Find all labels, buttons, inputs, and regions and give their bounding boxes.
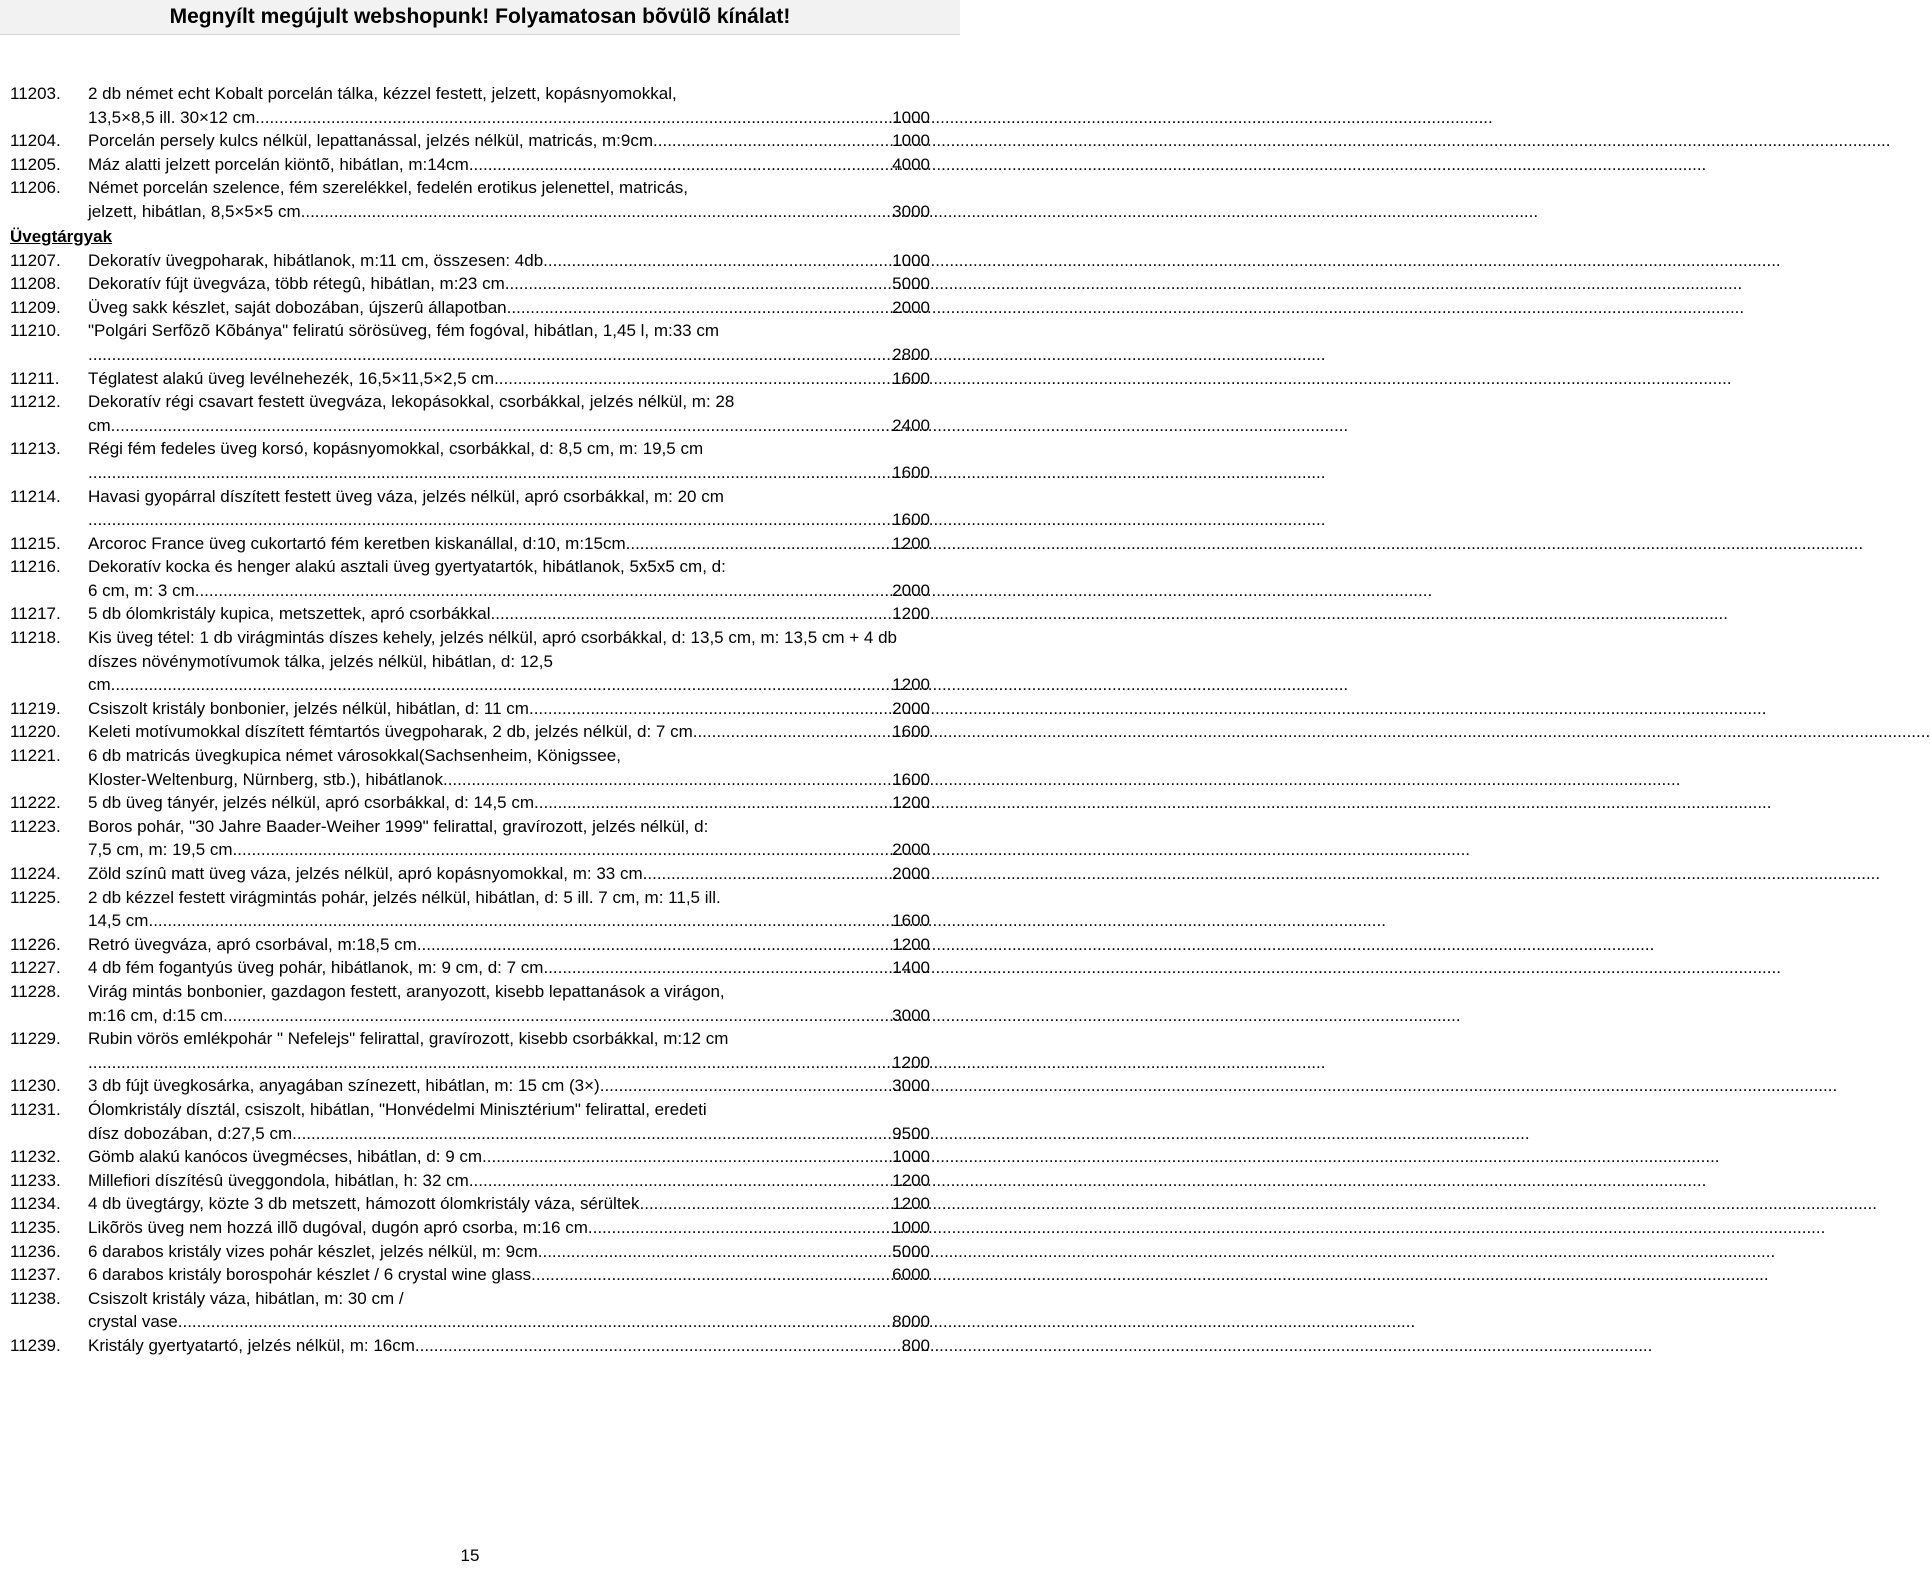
item-number: 11238.: [10, 1288, 61, 1308]
item-number: 11203.: [10, 84, 61, 103]
item-number: 11237.: [10, 1265, 61, 1285]
item-price: 4000: [892, 154, 930, 174]
item-body: [88, 602, 930, 626]
item-body: [88, 1192, 930, 1216]
catalog-entry: [10, 1216, 930, 1240]
dot-leader: [588, 1216, 892, 1240]
dot-leader: [643, 862, 893, 886]
item-number: 11206.: [10, 178, 61, 198]
dot-leader: [529, 697, 892, 721]
item-number: 11214.: [10, 486, 61, 506]
item-price-line: [88, 508, 930, 532]
catalog-entry: [10, 886, 930, 933]
item-description: Rubin vörös emlékpohár " Nefelejs" felirattal, gravírozott, kisebb csorbákkal, m:12 cm: [88, 1029, 729, 1049]
item-description-end: Dekoratív fújt üvegváza, több rétegû, hibátlan, m:23 cm: [88, 274, 505, 294]
item-number: 11229.: [10, 1029, 61, 1049]
item-number: 11225.: [10, 887, 61, 907]
item-price: 5000: [892, 274, 930, 294]
dot-leader: [111, 414, 893, 438]
item-description-end: 4 db üvegtárgy, közte 3 db metszett, hámozott ólomkristály váza, sérültek: [88, 1194, 640, 1214]
item-body: [88, 1169, 930, 1193]
item-number: 11236.: [10, 1241, 61, 1261]
item-description-end: cm: [88, 675, 111, 695]
page-banner: Megnyílt megújult webshopunk! Folyamatosan bõvülõ kínálat!: [0, 0, 960, 35]
catalog-entry: [10, 720, 930, 744]
item-price-line: [88, 791, 930, 815]
item-price: 1200: [892, 1170, 930, 1190]
item-description-end: Gömb alakú kanócos üvegmécses, hibátlan, d: 9 cm: [88, 1147, 483, 1167]
item-description: 2 db kézzel festett virágmintás pohár, jelzés nélkül, hibátlan, d: 5 ill. 7 cm, m: 11,5 ill.: [88, 887, 721, 907]
item-body: [88, 1027, 930, 1074]
item-price-line: [88, 1169, 930, 1193]
catalog-entry: [10, 815, 930, 862]
catalog-entry: [10, 862, 930, 886]
item-price: 3000: [892, 201, 930, 221]
catalog-entry: [10, 82, 930, 129]
item-body: [88, 815, 930, 862]
item-description-end: crystal vase: [88, 1312, 178, 1332]
catalog-entry: [10, 1145, 930, 1169]
item-number: 11231.: [10, 1099, 61, 1119]
catalog-entry: [10, 485, 930, 532]
item-body: [88, 956, 930, 980]
item-description: Német porcelán szelence, fém szerelékkel, fedelén erotikus jelenettel, matricás,: [88, 178, 689, 198]
item-price: 1200: [892, 934, 930, 954]
item-number: 11220.: [10, 722, 61, 742]
dot-leader: [653, 129, 892, 153]
item-price: 1600: [892, 368, 930, 388]
section-heading: Üvegtárgyak: [10, 226, 113, 246]
dot-leader: [494, 367, 892, 391]
item-number: 11230.: [10, 1076, 61, 1096]
dot-leader: [88, 1051, 892, 1075]
item-description: Ólomkristály dísztál, csiszolt, hibátlan, "Honvédelmi Minisztérium" felirattal, eredeti: [88, 1099, 707, 1119]
item-number: 11210.: [10, 321, 61, 341]
item-description-end: Kristály gyertyatartó, jelzés nélkül, m: 16cm: [88, 1335, 415, 1355]
item-price-line: [88, 1192, 930, 1216]
item-description: Dekoratív kocka és henger alakú asztali üveg gyertyatartók, hibátlanok, 5x5x5 cm, d:: [88, 557, 726, 577]
item-price-line: [88, 414, 930, 438]
item-price: 1600: [892, 769, 930, 789]
catalog-entry: [10, 1334, 930, 1358]
item-body: [88, 1074, 930, 1098]
item-description-end: Téglatest alakú üveg levélnehezék, 16,5×11,5×2,5 cm: [88, 368, 495, 388]
item-body: [88, 153, 930, 177]
item-description: Kis üveg tétel: 1 db virágmintás díszes kehely, jelzés nélkül, apró csorbákkal, d: 13,5 cm, m: 13,5 cm + 4 db díszes növénymotívumok tálka, jelzés nélkül, hibátlan, d: 12,5: [88, 628, 897, 671]
item-body: [88, 82, 930, 129]
dot-leader: [505, 272, 892, 296]
item-price: 2000: [892, 297, 930, 317]
item-body: [88, 1334, 930, 1358]
item-price: 1600: [892, 722, 930, 742]
item-price: 1600: [892, 510, 930, 530]
catalog-entry: [10, 437, 930, 484]
dot-leader: [233, 838, 893, 862]
item-price: 1000: [892, 107, 930, 127]
item-description-end: 5 db üveg tányér, jelzés nélkül, apró csorbákkal, d: 14,5 cm: [88, 793, 535, 813]
item-description-end: Üveg sakk készlet, saját dobozában, újszerû állapotban: [88, 297, 507, 317]
item-body: [88, 744, 930, 791]
item-description-end: dísz dobozában, d:27,5 cm: [88, 1123, 293, 1143]
item-body: [88, 485, 930, 532]
item-number: 11226.: [10, 934, 61, 954]
dot-leader: [148, 909, 892, 933]
item-number: 11221.: [10, 746, 61, 766]
item-price: 1200: [892, 533, 930, 553]
catalog-entry: [10, 249, 930, 273]
item-price: 5000: [892, 1241, 930, 1261]
item-description-end: Likõrös üveg nem hozzá illõ dugóval, dugón apró csorba, m:16 cm: [88, 1217, 588, 1237]
item-body: [88, 555, 930, 602]
item-body: [88, 390, 930, 437]
dot-leader: [88, 461, 892, 485]
item-price: 1200: [892, 675, 930, 695]
item-description-end: 6 darabos kristály borospohár készlet / 6 crystal wine glass: [88, 1265, 532, 1285]
dot-leader: [88, 508, 892, 532]
page-number: 15: [460, 1546, 480, 1565]
catalog-entry: [10, 1263, 930, 1287]
item-body: [88, 720, 930, 744]
catalog-entry: [10, 626, 930, 697]
catalog-entry: [10, 744, 930, 791]
item-description-end: cm: [88, 415, 111, 435]
catalog-entry: [10, 319, 930, 366]
item-number: 11215.: [10, 533, 61, 553]
item-description-end: Csiszolt kristály bonbonier, jelzés nélkül, hibátlan, d: 11 cm: [88, 698, 529, 718]
catalog-entry: [10, 1192, 930, 1216]
dot-leader: [255, 106, 892, 130]
item-body: [88, 249, 930, 273]
item-number: 11209.: [10, 297, 61, 317]
item-description: Havasi gyopárral díszített festett üveg váza, jelzés nélkül, apró csorbákkal, m: 20 cm: [88, 486, 724, 506]
catalog-entry: [10, 1098, 930, 1145]
dot-leader: [195, 579, 892, 603]
item-description-end: Millefiori díszítésû üveggondola, hibátlan, h: 32 cm: [88, 1170, 469, 1190]
item-number: 11224.: [10, 864, 61, 883]
dot-leader: [417, 933, 892, 957]
item-body: [88, 129, 930, 153]
item-description: Csiszolt kristály váza, hibátlan, m: 30 cm /: [88, 1288, 404, 1308]
item-price-line: [88, 1145, 930, 1169]
item-body: [88, 1145, 930, 1169]
item-price-line: [88, 1334, 930, 1358]
catalog-entry: [10, 791, 930, 815]
item-price: 2000: [892, 698, 930, 718]
item-description-end: Dekoratív üvegpoharak, hibátlanok, m:11 cm, összesen: 4db: [88, 250, 544, 270]
item-description: 6 db matricás üvegkupica német városokkal(Sachsenheim, Königssee,: [88, 746, 621, 766]
item-description-end: 6 cm, m: 3 cm: [88, 580, 195, 600]
item-price: 1200: [892, 1052, 930, 1072]
item-price: 8000: [892, 1312, 930, 1332]
item-price-line: [88, 720, 930, 744]
item-price-line: [88, 129, 930, 153]
dot-leader: [443, 768, 892, 792]
item-price: 3000: [892, 1005, 930, 1025]
catalog-entry: [10, 153, 930, 177]
catalog-entry: [10, 176, 930, 223]
item-description: "Polgári Serfõzõ Kõbánya" feliratú sörösüveg, fém fogóval, hibátlan, 1,45 l, m:33 cm: [88, 321, 720, 341]
item-price: 2400: [892, 415, 930, 435]
item-price-line: [88, 1122, 930, 1146]
item-body: [88, 176, 930, 223]
item-number: 11216.: [10, 557, 61, 577]
item-number: 11213.: [10, 439, 61, 459]
item-price-line: [88, 579, 930, 603]
dot-leader: [491, 602, 893, 626]
item-price-line: [88, 200, 930, 224]
item-number: 11235.: [10, 1217, 61, 1237]
item-description-end: Máz alatti jelzett porcelán kiöntõ, hibátlan, m:14cm: [88, 154, 469, 174]
dot-leader: [538, 1240, 892, 1264]
item-body: [88, 862, 930, 886]
item-body: [88, 437, 930, 484]
item-number: 11232.: [10, 1147, 61, 1167]
catalog-entry: [10, 697, 930, 721]
item-price-line: [88, 1004, 930, 1028]
item-number: 11207.: [10, 250, 61, 270]
dot-leader: [626, 532, 893, 556]
item-description-end: 3 db fújt üvegkosárka, anyagában színezett, hibátlan, m: 15 cm (3×): [88, 1076, 600, 1096]
item-description-end: m:16 cm, d:15 cm: [88, 1005, 224, 1025]
item-number: 11233.: [10, 1170, 61, 1190]
item-number: 11211.: [10, 368, 60, 388]
item-number: 11204.: [10, 131, 61, 151]
item-price-line: [88, 532, 930, 556]
item-description-end: 7,5 cm, m: 19,5 cm: [88, 840, 233, 860]
item-price: 6000: [892, 1265, 930, 1285]
item-description-end: 5 db ólomkristály kupica, metszettek, apró csorbákkal: [88, 604, 491, 624]
item-price-line: [88, 1051, 930, 1075]
catalog-list: [10, 82, 930, 1357]
catalog-entry: [10, 296, 930, 320]
item-price-line: [88, 1263, 930, 1287]
item-description-end: 4 db fém fogantyús üveg pohár, hibátlanok, m: 9 cm, d: 7 cm: [88, 958, 544, 978]
item-price: 1400: [892, 958, 930, 978]
dot-leader: [640, 1192, 893, 1216]
item-body: [88, 933, 930, 957]
dot-leader: [415, 1334, 902, 1358]
item-price-line: [88, 768, 930, 792]
item-number: 11228.: [10, 981, 61, 1001]
item-number: 11234.: [10, 1194, 61, 1214]
catalog-entry: [10, 129, 930, 153]
item-description-end: 6 darabos kristály vizes pohár készlet, jelzés nélkül, m: 9cm: [88, 1241, 538, 1261]
item-price: 1600: [892, 911, 930, 931]
item-price-line: [88, 249, 930, 273]
item-body: [88, 272, 930, 296]
catalog-entry: [10, 272, 930, 296]
item-description-end: Keleti motívumokkal díszített fémtartós üvegpoharak, 2 db, jelzés nélkül, d: 7 cm: [88, 722, 693, 742]
dot-leader: [223, 1004, 892, 1028]
catalog-entry: [10, 1240, 930, 1264]
item-price: 1600: [892, 462, 930, 482]
item-price-line: [88, 673, 930, 697]
catalog-entry: [10, 956, 930, 980]
item-price: 1000: [892, 250, 930, 270]
item-number: 11205.: [10, 154, 61, 174]
item-number: 11222.: [10, 793, 61, 813]
item-body: [88, 296, 930, 320]
item-description: Virág mintás bonbonier, gazdagon festett, aranyozott, kisebb lepattanások a virágon,: [88, 981, 725, 1001]
item-price-line: [88, 1240, 930, 1264]
dot-leader: [531, 1263, 892, 1287]
item-description-end: Zöld színû matt üveg váza, jelzés nélkül, apró kopásnyomokkal, m: 33 cm: [88, 864, 643, 883]
item-price: 1000: [892, 131, 930, 151]
item-price: 2000: [892, 864, 930, 883]
item-number: 11219.: [10, 698, 61, 718]
item-body: [88, 319, 930, 366]
item-price: 2000: [892, 580, 930, 600]
item-price: 1200: [892, 1194, 930, 1214]
item-price: 1000: [892, 1147, 930, 1167]
item-price: 9500: [892, 1123, 930, 1143]
item-description-end: jelzett, hibátlan, 8,5×5×5 cm: [88, 201, 301, 221]
catalog-entry: [10, 1074, 930, 1098]
dot-leader: [534, 791, 892, 815]
item-description-end: Kloster-Weltenburg, Nürnberg, stb.), hibátlanok: [88, 769, 443, 789]
item-body: [88, 980, 930, 1027]
item-body: [88, 367, 930, 391]
catalog-entry: [10, 532, 930, 556]
item-description-end: 13,5×8,5 ill. 30×12 cm: [88, 107, 256, 127]
item-price-line: [88, 933, 930, 957]
item-price-line: [88, 296, 930, 320]
item-body: [88, 1263, 930, 1287]
dot-leader: [88, 343, 892, 367]
dot-leader: [469, 1169, 892, 1193]
item-body: [88, 1240, 930, 1264]
item-body: [88, 1216, 930, 1240]
item-price: 800: [901, 1335, 930, 1355]
item-price-line: [88, 153, 930, 177]
item-price: 2800: [892, 344, 930, 364]
item-price: 1200: [892, 793, 930, 813]
item-price-line: [88, 1310, 930, 1334]
item-number: 11223.: [10, 816, 61, 836]
item-price: 2000: [892, 840, 930, 860]
item-price-line: [88, 697, 930, 721]
item-price-line: [88, 956, 930, 980]
dot-leader: [469, 153, 892, 177]
catalog-entry: [10, 390, 930, 437]
dot-leader: [482, 1145, 892, 1169]
item-body: [88, 886, 930, 933]
item-price-line: [88, 343, 930, 367]
catalog-entry: [10, 367, 930, 391]
item-price: 1200: [892, 604, 930, 624]
item-body: [88, 1098, 930, 1145]
item-price-line: [88, 838, 930, 862]
item-body: [88, 626, 930, 697]
catalog-entry: [10, 933, 930, 957]
item-body: [88, 697, 930, 721]
dot-leader: [543, 249, 892, 273]
dot-leader: [292, 1122, 892, 1146]
item-number: 11212.: [10, 392, 61, 412]
item-price: 1000: [892, 1217, 930, 1237]
catalog-entry: [10, 1027, 930, 1074]
item-body: [88, 791, 930, 815]
item-description: Dekoratív régi csavart festett üvegváza, lekopásokkal, csorbákkal, jelzés nélkül, m: 28: [88, 392, 735, 412]
item-description-end: Porcelán persely kulcs nélkül, lepattanással, jelzés nélkül, matricás, m:9cm: [88, 131, 654, 151]
item-price-line: [88, 461, 930, 485]
dot-leader: [111, 673, 893, 697]
item-description-end: 14,5 cm: [88, 911, 149, 931]
catalog-entry: [10, 980, 930, 1027]
item-number: 11218.: [10, 628, 61, 648]
item-price-line: [88, 1216, 930, 1240]
catalog-entry: [10, 555, 930, 602]
item-number: 11227.: [10, 958, 61, 978]
item-description-end: Retró üvegváza, apró csorbával, m:18,5 cm: [88, 934, 417, 954]
catalog-entry: [10, 1287, 930, 1334]
item-description: 2 db német echt Kobalt porcelán tálka, kézzel festett, jelzett, kopásnyomokkal,: [88, 84, 677, 103]
item-description-end: Arcoroc France üveg cukortartó fém keretben kiskanállal, d:10, m:15cm: [88, 533, 626, 553]
item-price-line: [88, 106, 930, 130]
item-price: 3000: [892, 1076, 930, 1096]
item-price-line: [88, 909, 930, 933]
item-number: 11208.: [10, 274, 61, 294]
item-number: 11217.: [10, 604, 61, 624]
catalog-entry: [10, 602, 930, 626]
item-price-line: [88, 1074, 930, 1098]
dot-leader: [507, 296, 893, 320]
item-price-line: [88, 862, 930, 886]
dot-leader: [178, 1310, 892, 1334]
dot-leader: [301, 200, 893, 224]
item-body: [88, 1287, 930, 1334]
item-body: [88, 532, 930, 556]
item-price-line: [88, 367, 930, 391]
dot-leader: [693, 720, 892, 744]
item-price-line: [88, 272, 930, 296]
catalog-entry: [10, 1169, 930, 1193]
item-number: 11239.: [10, 1335, 61, 1355]
dot-leader: [543, 956, 892, 980]
item-description: Régi fém fedeles üveg korsó, kopásnyomokkal, csorbákkal, d: 8,5 cm, m: 19,5 cm: [88, 439, 704, 459]
dot-leader: [600, 1074, 892, 1098]
item-description: Boros pohár, "30 Jahre Baader-Weiher 1999" felirattal, gravírozott, jelzés nélkül, d:: [88, 816, 709, 836]
item-price-line: [88, 602, 930, 626]
